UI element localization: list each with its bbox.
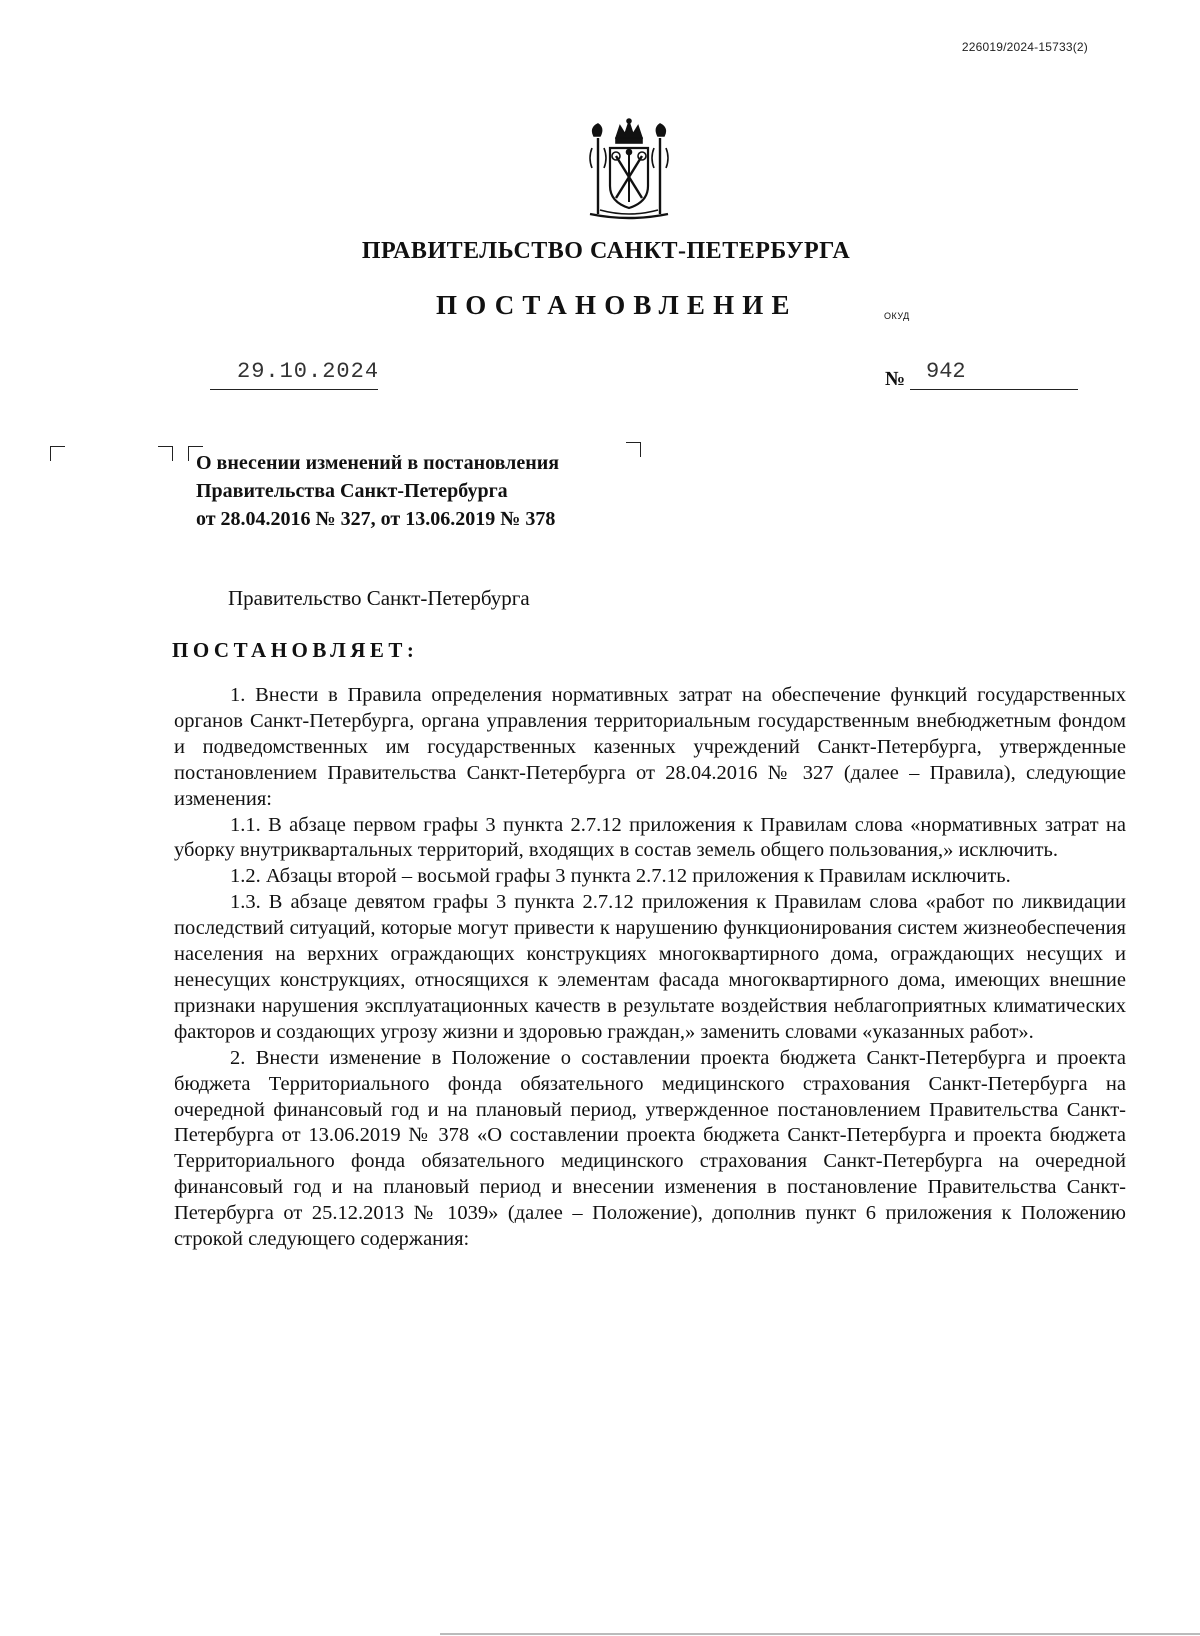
- paragraph-1-2: 1.2. Абзацы второй – восьмой графы 3 пункта 2.7.12 приложения к Правилам исключить.: [230, 865, 1011, 888]
- government-title: ПРАВИТЕЛЬСТВО САНКТ-ПЕТЕРБУРГА: [361, 238, 851, 264]
- document-type-title: ПОСТАНОВЛЕНИЕ: [436, 290, 798, 320]
- paragraph-2: 2. Внести изменение в Положение о составлении проекта бюджета Санкт-Петербурга и проекта бюджета Территориального фонда обязательного медицинского страхования Санкт-Петербурга на очередной финансовый год и на плановый период, утвержденное постановлением Правительства Санкт-Петербурга от 13.06.2019 № 378 «О составлении проекта бюджета Санкт-Петербурга и проекта бюджета Территориального фонда обязательного медицинского страхования Санкт-Петербурга на очередной финансовый год и на плановый период и внесении изменения в постановление Правительства Санкт-Петербурга от 25.12.2013 № 1039» (далее – Положение), дополнив пункт 6 приложения к Положению строкой следующего содержания:: [174, 1046, 1126, 1251]
- resolution-body: [174, 683, 1126, 1253]
- date-underline: [210, 389, 378, 390]
- number-sign: №: [885, 368, 906, 390]
- corner-mark-subject-right: [626, 442, 641, 457]
- number-underline: [910, 389, 1078, 390]
- subject-line: О внесении изменений в постановления: [196, 452, 560, 474]
- subject-heading: [196, 449, 559, 533]
- document-date: 29.10.2024: [237, 359, 380, 384]
- preamble-text: Правительство Санкт-Петербурга: [228, 586, 530, 610]
- subject-line: Правительства Санкт-Петербурга: [196, 480, 508, 502]
- document-registration-number: 226019/2024-15733(2): [961, 40, 1088, 54]
- subject-line: от 28.04.2016 № 327, от 13.06.2019 № 378: [196, 508, 556, 530]
- page-bottom-edge: [440, 1633, 1200, 1635]
- okud-label: ОКУД: [884, 311, 910, 321]
- corner-mark-subject-outer: [158, 446, 173, 461]
- paragraph-1: 1. Внести в Правила определения нормативных затрат на обеспечение функций государственных органов Санкт-Петербурга, органа управления территориальным государственным внебюджетным фондом и подведомственных им государственных казенных учреждений Санкт-Петербурга, утвержденные постановлением Правительства Санкт-Петербурга от 28.04.2016 № 327 (далее – Правила), следующие изменения:: [174, 684, 1126, 810]
- corner-mark-left: [50, 446, 65, 461]
- document-number: 942: [926, 359, 966, 384]
- paragraph-1-1: 1.1. В абзаце первом графы 3 пункта 2.7.12 приложения к Правилам слова «нормативных затрат на уборку внутриквартальных территорий, входящих в состав земель общего пользования,» исключить.: [174, 813, 1126, 862]
- resolves-heading: ПОСТАНОВЛЯЕТ:: [172, 638, 419, 662]
- coat-of-arms-icon: [586, 118, 672, 222]
- paragraph-1-3: 1.3. В абзаце девятом графы 3 пункта 2.7.12 приложения к Правилам слова «работ по ликвидации последствий ситуаций, которые могут привести к нарушению функционирования систем жизнеобеспечения населения на верхних ограждающих конструкциях многоквартирного дома, ограждающих несущих и ненесущих конструкциях, относящихся к элементам фасада многоквартирного дома, имеющих внешние признаки нарушения эксплуатационных качеств в результате воздействия неблагоприятных климатических факторов и создающих угрозу жизни и здоровью граждан,» заменить словами «указанных работ».: [174, 891, 1126, 1043]
